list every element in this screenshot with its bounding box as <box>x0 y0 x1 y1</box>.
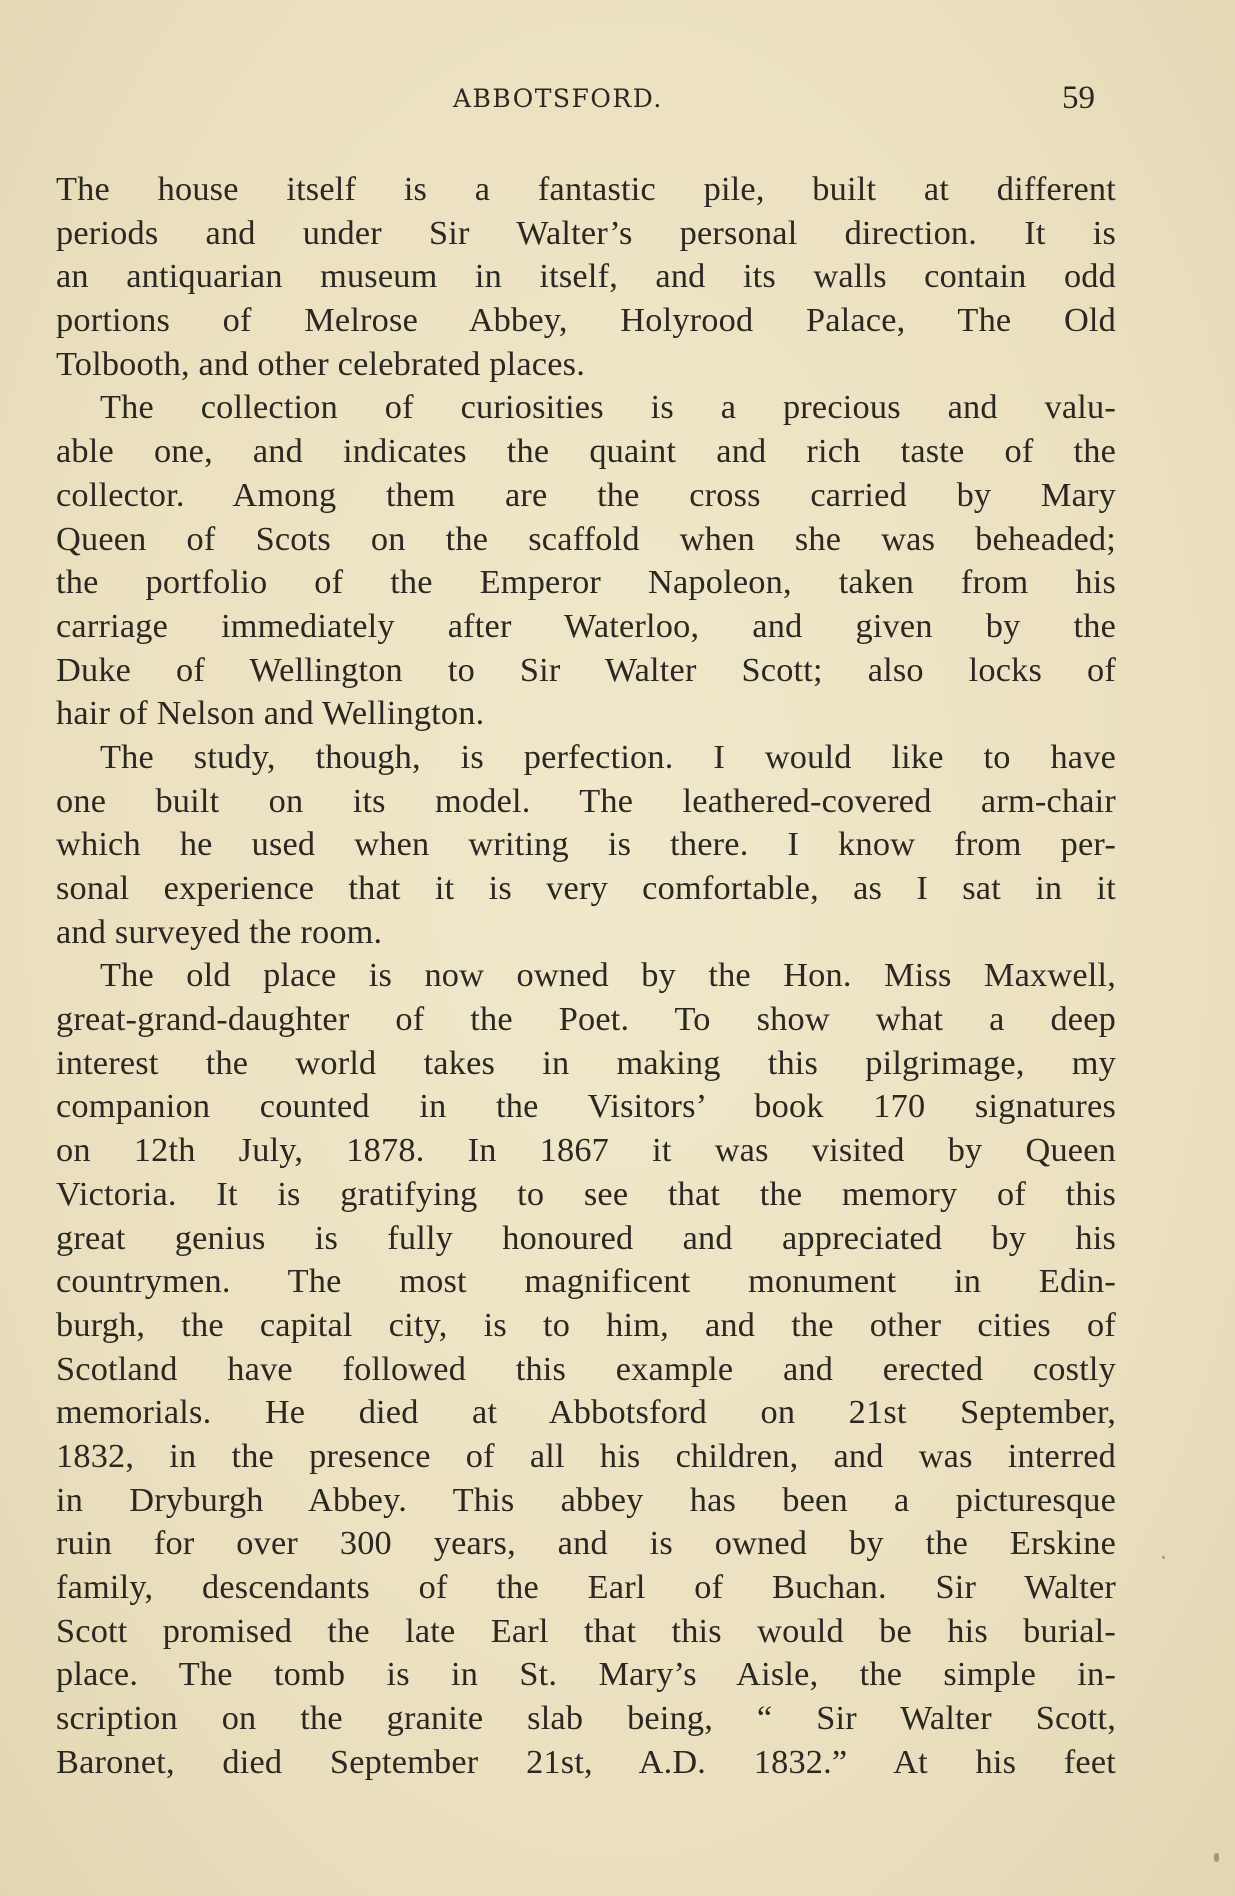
page-number: 59 <box>1062 80 1095 116</box>
page-header <box>0 80 1235 120</box>
text-line: in Dryburgh Abbey. This abbey has been a picturesque <box>56 1480 1116 1519</box>
text-line: Duke of Wellington to Sir Walter Scott; also locks of <box>56 650 1116 689</box>
text-line: The collection of curiosities is a precious and valu- <box>100 388 1116 427</box>
text-line: place. The tomb is in St. Mary’s Aisle, the simple in- <box>56 1655 1116 1694</box>
paper-speck <box>1214 1853 1219 1862</box>
text-line: The house itself is a fantastic pile, built at different <box>56 170 1116 208</box>
text-line: which he used when writing is there. I know from per- <box>56 825 1116 864</box>
text-line: Scott promised the late Earl that this would be his burial- <box>56 1611 1116 1650</box>
text-line: Tolbooth, and other celebrated places. <box>56 344 585 383</box>
text-line: sonal experience that it is very comfortable, as I sat in it <box>56 869 1116 907</box>
text-line: the portfolio of the Emperor Napoleon, taken from his <box>56 563 1116 602</box>
text-line: 1832, in the presence of all his children, and was interred <box>56 1436 1116 1475</box>
text-line: one built on its model. The leathered-covered arm-chair <box>56 781 1116 820</box>
text-line: burgh, the capital city, is to him, and the other cities of <box>56 1305 1116 1344</box>
text-line: collector. Among them are the cross carried by Mary <box>56 475 1116 514</box>
text-line: companion counted in the Visitors’ book 170 signatures <box>56 1087 1116 1126</box>
text-line: Scotland have followed this example and erected costly <box>56 1349 1116 1388</box>
text-line: periods and under Sir Walter’s personal direction. It is <box>56 213 1116 252</box>
text-line: memorials. He died at Abbotsford on 21st September, <box>56 1393 1116 1432</box>
text-line: interest the world takes in making this pilgrimage, my <box>56 1043 1116 1082</box>
text-line: scription on the granite slab being, “ Sir Walter Scott, <box>56 1699 1116 1738</box>
paper-speck <box>1162 1556 1165 1559</box>
text-line: able one, and indicates the quaint and rich taste of the <box>56 432 1116 471</box>
text-line: hair of Nelson and Wellington. <box>56 694 485 733</box>
text-line: countrymen. The most magnificent monument in Edin- <box>56 1262 1116 1301</box>
body-text <box>56 168 1116 1784</box>
text-line: Victoria. It is gratifying to see that the memory of this <box>56 1174 1116 1213</box>
text-line: great genius is fully honoured and appreciated by his <box>56 1218 1116 1257</box>
text-line: an antiquarian museum in itself, and its walls contain odd <box>56 257 1116 296</box>
text-line: The study, though, is perfection. I would like to have <box>100 737 1116 776</box>
text-line: carriage immediately after Waterloo, and given by the <box>56 606 1116 645</box>
text-line: family, descendants of the Earl of Buchan. Sir Walter <box>56 1568 1116 1606</box>
text-line: ruin for over 300 years, and is owned by the Erskine <box>56 1524 1116 1563</box>
text-line: great-grand-daughter of the Poet. To show what a deep <box>56 1000 1116 1039</box>
text-line: Queen of Scots on the scaffold when she was beheaded; <box>56 519 1116 558</box>
running-title: ABBOTSFORD. <box>453 84 663 113</box>
text-line: The old place is now owned by the Hon. Miss Maxwell, <box>100 956 1116 995</box>
text-line: Baronet, died September 21st, A.D. 1832.” At his feet <box>56 1742 1116 1781</box>
text-line: on 12th July, 1878. In 1867 it was visited by Queen <box>56 1131 1116 1170</box>
text-line: and surveyed the room. <box>56 912 383 951</box>
text-line: portions of Melrose Abbey, Holyrood Palace, The Old <box>56 301 1116 340</box>
